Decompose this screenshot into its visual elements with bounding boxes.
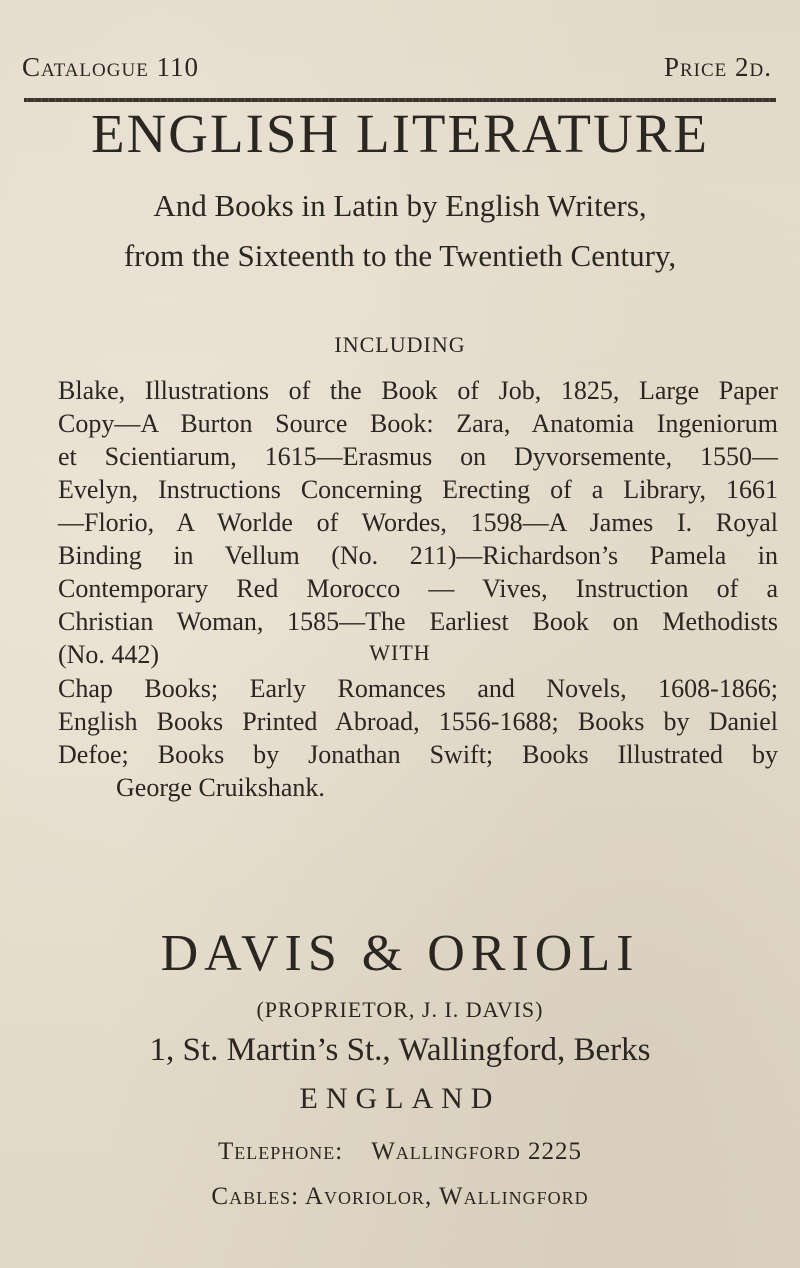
header-rule	[24, 98, 776, 102]
including-line: et Scientiarum, 1615—Erasmus on Dyvorsemente, 1550—	[58, 442, 778, 471]
catalogue-price: Price 2d.	[663, 52, 772, 82]
including-line: Binding in Vellum (No. 211)—Richardson’s Pamela in	[58, 541, 778, 570]
including-line: Christian Woman, 1585—The Earliest Book on Methodists	[58, 607, 778, 636]
page-title: ENGLISH LITERATURE	[90, 103, 709, 164]
with-line: George Cruikshank.	[116, 773, 325, 802]
subtitle-line-2: from the Sixteenth to the Twentieth Century,	[123, 238, 677, 273]
including-line: Contemporary Red Morocco — Vives, Instruction of a	[58, 574, 778, 603]
telephone-value: Wallingford 2225	[371, 1138, 583, 1165]
firm-name: DAVIS & ORIOLI	[160, 925, 640, 982]
including-line: —Florio, A Worlde of Wordes, 1598—A James I. Royal	[58, 508, 778, 537]
including-line: Copy—A Burton Source Book: Zara, Anatomia Ingeniorum	[58, 409, 778, 438]
including-heading: INCLUDING	[334, 332, 466, 357]
catalogue-number: Catalogue 110	[22, 52, 200, 82]
firm-telephone	[0, 1138, 800, 1166]
firm-address: 1, St. Martin’s St., Wallingford, Berks	[149, 1032, 651, 1068]
with-line: Chap Books; Early Romances and Novels, 1608-1866;	[58, 674, 778, 703]
including-paragraph	[58, 374, 778, 671]
with-paragraph	[58, 672, 778, 804]
page-header	[22, 48, 778, 88]
with-heading: WITH	[369, 640, 431, 665]
firm-country: ENGLAND	[299, 1082, 501, 1115]
with-line: Defoe; Books by Jonathan Swift; Books Illustrated by	[58, 740, 778, 769]
including-line: (No. 442)	[58, 640, 160, 669]
telephone-label: Telephone:	[217, 1138, 344, 1165]
with-line: English Books Printed Abroad, 1556-1688; Books by Daniel	[58, 707, 778, 736]
firm-proprietor: (PROPRIETOR, J. I. DAVIS)	[256, 997, 544, 1022]
firm-cables: Cables: Avoriolor, Wallingford	[211, 1183, 589, 1210]
including-line: Evelyn, Instructions Concerning Erecting of a Library, 1661	[58, 475, 778, 504]
including-line: Blake, Illustrations of the Book of Job, 1825, Large Paper	[58, 376, 778, 405]
subtitle-line-1: And Books in Latin by English Writers,	[153, 188, 647, 223]
